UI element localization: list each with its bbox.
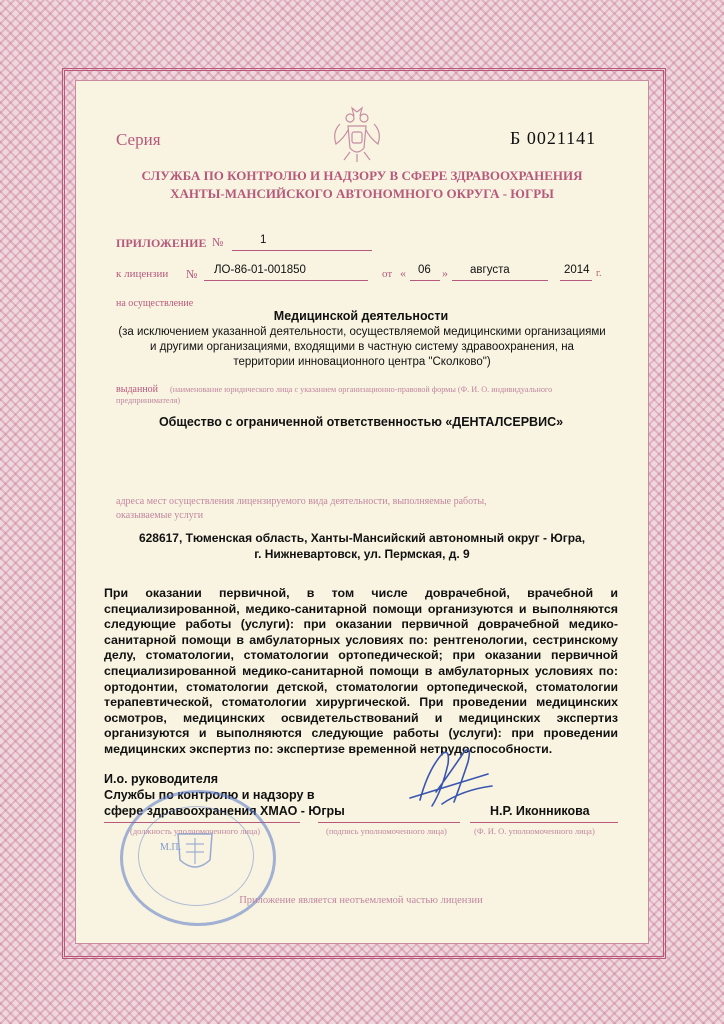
signer-name: Н.Р. Иконникова [490, 804, 590, 818]
activity-line1: (за исключением указанной деятельности, осуществляемой медицинскими организациями [118, 326, 606, 338]
handwritten-signature [402, 740, 502, 820]
services-line: следующие работы (услуги): при оказании первичной доврачебной медико- [104, 617, 618, 632]
year-line [560, 280, 592, 281]
services-line: специализированной медико-санитарной помощи в амбулаторных условиях по: [104, 663, 618, 678]
name-line [470, 822, 618, 823]
services-line: специализированной, медико-санитарной помощи организуются и выполняются [104, 601, 618, 616]
activity-line3: территории инновационного центра "Сколково") [233, 356, 491, 368]
services-line: При оказании первичной, в том числе доврачебной, врачебной и [104, 586, 618, 600]
hint-signature: (подпись уполномоченного лица) [326, 826, 447, 836]
appendix-label: ПРИЛОЖЕНИЕ [116, 236, 207, 250]
quote-close: » [442, 266, 448, 280]
license-month: августа [470, 264, 510, 276]
services-line: делу, стоматологии, стоматологии ортопедической; при оказании первичной [104, 648, 618, 663]
issued-hint: (наименование юридического лица с указанием организационно-правовой формы (Ф. И. О. индивидуального [170, 385, 553, 394]
organization-name: Общество с ограниченной ответственностью «ДЕНТАЛСЕРВИС» [158, 415, 564, 429]
license-no-sign: № [186, 267, 198, 281]
year-suffix: г. [596, 268, 602, 279]
signer-role-line1: И.о. руководителя [104, 772, 219, 786]
address-label-line1: адреса мест осуществления лицензируемого вида деятельности, выполняемые работы, [116, 496, 487, 507]
authority-title-line2: ХАНТЫ-МАНСИЙСКОГО АВТОНОМНОГО ОКРУГА - ЮГРЫ [170, 186, 554, 201]
appendix-number-line [232, 250, 372, 251]
hint-position: (должность уполномоченного лица) [130, 826, 261, 836]
services-line: санитарной помощи в амбулаторных условиях по: рентгенологии, сестринскому [104, 632, 618, 647]
authority-title-line1: СЛУЖБА ПО КОНТРОЛЮ И НАДЗОРУ В СФЕРЕ ЗДРАВООХРАНЕНИЯ [141, 168, 583, 183]
services-paragraph [104, 586, 618, 758]
series-number: Б 0021141 [510, 128, 597, 148]
footer-note: Приложение является неотъемлемой частью лицензии [239, 895, 483, 906]
hint-name: (Ф. И. О. уполномоченного лица) [474, 826, 595, 836]
day-line [410, 280, 440, 281]
services-line: терапевтической, стоматологии хирургической. При проведении медицинских [104, 695, 618, 710]
activity-line2: и другими организациями, входящими в частную систему здравоохранения, на [150, 341, 574, 353]
services-line: осмотров, медицинских освидетельствований и медицинских экспертиз [104, 710, 618, 725]
quote-open: « [400, 266, 406, 280]
stamp-mp-label: М.П. [160, 842, 182, 853]
license-day: 06 [418, 264, 431, 276]
services-line: медицинских экспертиз по: экспертизе временной нетрудоспособности. [104, 741, 553, 756]
issued-hint2: предпринимателя) [116, 396, 181, 405]
issued-label: выданной [116, 384, 159, 395]
signature-line [318, 822, 460, 823]
coat-of-arms-icon [330, 104, 384, 164]
license-number-line [204, 280, 368, 281]
activity-title: Медицинской деятельности [273, 309, 449, 323]
series-label: Серия [116, 130, 161, 149]
address-line2: г. Нижневартовск, ул. Пермская, д. 9 [254, 547, 470, 561]
activity-label: на осуществление [116, 298, 194, 309]
license-label: к лицензии [116, 268, 169, 280]
services-line: ортодонтии, стоматологии детской, стоматологии ортопедической, стоматологии [104, 679, 618, 694]
license-from: от [382, 268, 393, 280]
appendix-no-sign: № [212, 235, 224, 249]
stamp-emblem-icon [172, 828, 218, 878]
address-line1: 628617, Тюменская область, Ханты-Мансийский автономный округ - Югра, [138, 531, 586, 545]
services-line: организуются и выполняются следующие работы (услуги): при проведении [104, 726, 618, 741]
month-line [452, 280, 548, 281]
appendix-number: 1 [260, 234, 267, 246]
license-number: ЛО-86-01-001850 [214, 264, 306, 276]
signer-role-line2: Службы по контролю и надзору в [104, 788, 315, 802]
address-label-line2: оказываемые услуги [116, 510, 204, 521]
signer-role-line3: сфере здравоохранения ХМАО - Югры [104, 804, 345, 818]
license-year: 2014 [564, 264, 590, 276]
